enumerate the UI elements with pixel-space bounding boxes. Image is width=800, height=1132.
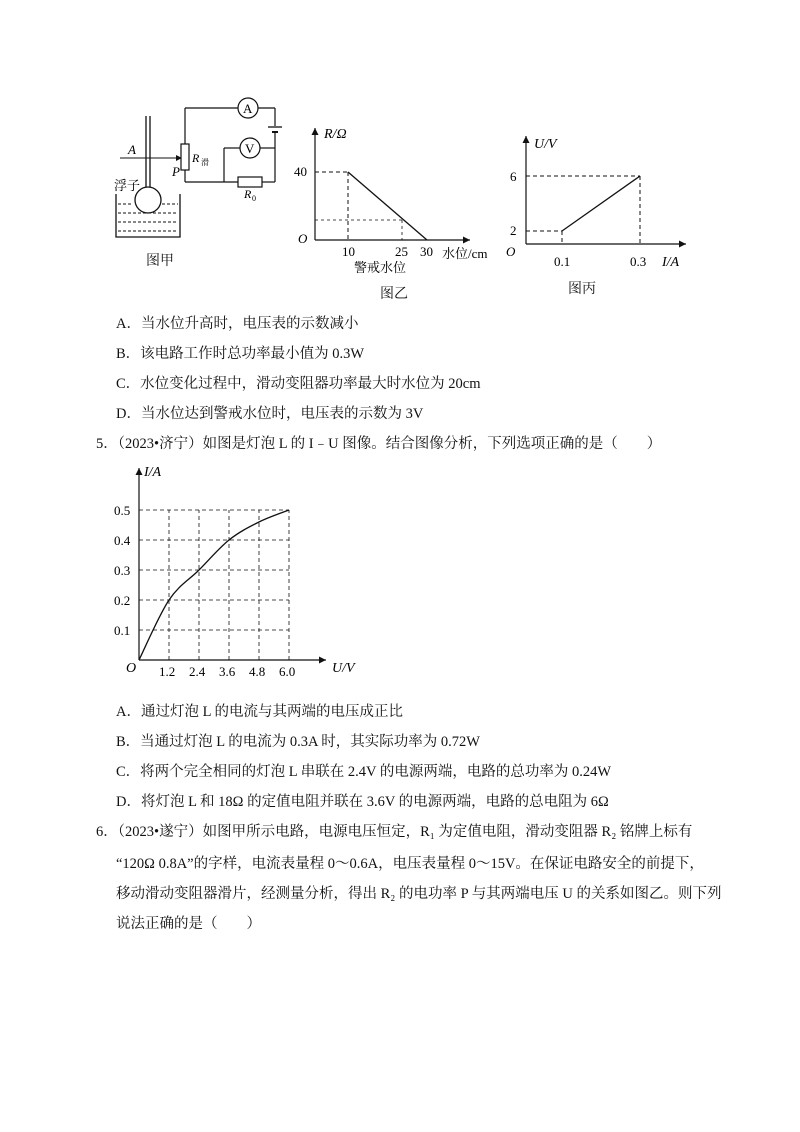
resistor-r0 <box>238 177 262 187</box>
r0-sub: 0 <box>252 194 256 203</box>
q5-option-a: A．通过灯泡 L 的电流与其两端的电压成正比 <box>116 704 404 720</box>
iu-ytick: 0.5 <box>114 503 131 518</box>
iu-curve <box>139 510 289 660</box>
yi-xtick-10: 10 <box>342 244 355 259</box>
ammeter-label: A <box>243 101 253 116</box>
q5-option-c: C．将两个完全相同的灯泡 L 串联在 2.4V 的电源两端，电路的总功率为 0.24W <box>116 764 612 780</box>
float-label: 浮子 <box>114 178 141 193</box>
caption-jia: 图甲 <box>146 253 174 269</box>
bing-xtick-03: 0.3 <box>630 254 647 269</box>
iu-xtick: 2.4 <box>189 664 206 679</box>
iu-xtick: 4.8 <box>249 664 266 679</box>
point-p-label: P <box>172 164 180 179</box>
q5-option-d: D．将灯泡 L 和 18Ω 的定值电阻并联在 3.6V 的电源两端，电路的总电阻为 6Ω <box>116 794 609 810</box>
ui-line <box>562 176 640 231</box>
r-line <box>348 172 427 240</box>
q4-option-c: C．水位变化过程中，滑动变阻器功率最大时水位为 20cm <box>116 376 481 392</box>
iu-xtick: 1.2 <box>159 664 176 679</box>
rslide-label: R <box>192 151 200 165</box>
q6-line-1: 6．（2023•遂宁）如图甲所示电路，电源电压恒定，R₁ 为定值电阻，滑动变阻器 R₂ 铭牌上标有 <box>96 824 693 840</box>
graph-yi <box>290 118 505 278</box>
iu-origin: O <box>126 661 137 676</box>
yi-xtick-30: 30 <box>420 244 433 259</box>
q5-option-b: B．当通过灯泡 L 的电流为 0.3A 时，其实际功率为 0.72W <box>116 734 480 750</box>
voltmeter-label: V <box>245 141 255 156</box>
slide-rheostat <box>181 144 189 170</box>
iu-chart <box>110 454 370 684</box>
iu-ytick: 0.3 <box>114 563 131 578</box>
bing-ytick-2: 2 <box>510 223 517 238</box>
bing-origin: O <box>506 244 516 259</box>
circuit-diagram-jia <box>110 96 300 276</box>
yi-xlabel: 水位/cm <box>442 246 488 261</box>
iu-ytick: 0.1 <box>114 623 131 638</box>
q4-option-a: A．当水位升高时，电压表的示数减小 <box>116 316 359 332</box>
q4-option-b: B．该电路工作时总功率最小值为 0.3W <box>116 346 365 362</box>
bing-xlabel: I/A <box>662 255 680 270</box>
caption-yi: 图乙 <box>380 286 408 302</box>
bing-xtick-01: 0.1 <box>554 254 571 269</box>
iu-xtick: 3.6 <box>219 664 236 679</box>
iu-xtick: 6.0 <box>279 664 296 679</box>
q6-line-4: 说法正确的是（ ） <box>116 916 261 932</box>
q6-line-3: 移动滑动变阻器滑片，经测量分析，得出 R₂ 的电功率 P 与其两端电压 U 的关系如图乙。则下列 <box>116 886 722 902</box>
iu-ytick: 0.2 <box>114 593 131 608</box>
r0-label: R <box>244 187 252 201</box>
yi-ytick-40: 40 <box>294 164 307 179</box>
iu-ylabel: I/A <box>144 465 162 480</box>
point-a-label: A <box>128 142 136 157</box>
bing-ylabel: U/V <box>534 137 557 152</box>
graph-bing <box>500 128 700 278</box>
yi-xtick-25: 25 <box>395 244 408 259</box>
q5-stem: 5．（2023•济宁）如图是灯泡 L 的 I﹣U 图像。结合图像分析，下列选项正确的是（ ） <box>96 436 662 452</box>
q6-line-2: “120Ω 0.8A”的字样，电流表量程 0～0.6A，电压表量程 0～15V。在保证电路安全的前提下， <box>116 856 704 872</box>
q4-option-d: D．当水位达到警戒水位时，电压表的示数为 3V <box>116 406 424 422</box>
iu-grid <box>139 510 289 660</box>
iu-xlabel: U/V <box>332 661 355 676</box>
bing-ytick-6: 6 <box>510 169 517 184</box>
yi-origin: O <box>298 231 308 246</box>
yi-ylabel: R/Ω <box>324 127 347 142</box>
iu-ytick: 0.4 <box>114 533 131 548</box>
rslide-sub: 滑 <box>201 158 209 167</box>
yi-annotation: 警戒水位 <box>354 260 407 275</box>
caption-bing: 图丙 <box>568 281 596 297</box>
